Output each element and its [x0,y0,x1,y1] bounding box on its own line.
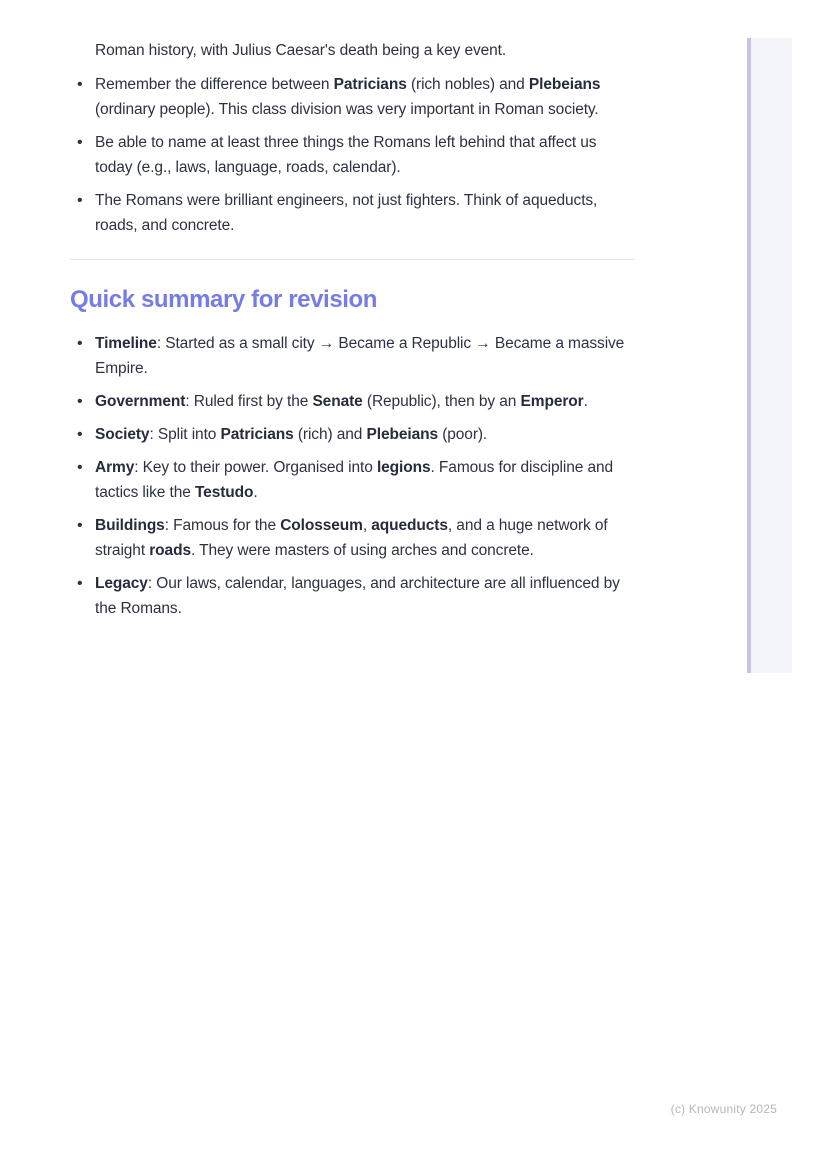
list-item: • Legacy: Our laws, calendar, languages, and architecture are all influenced by the Romans. [70,571,635,621]
paragraph-continuation: Roman history, with Julius Caesar's death being a key event. [95,42,507,59]
next-page-edge [747,38,792,673]
list-item: • Army: Key to their power. Organised into legions. Famous for discipline and tactics like the Testudo. [70,455,635,505]
list-item: • Be able to name at least three things the Romans left behind that affect us today (e.g., laws, language, roads, calendar). [70,130,635,180]
list-item: • Remember the difference between Patricians (rich nobles) and Plebeians (ordinary people). This class division was very important in Roman society. [70,72,635,122]
section-heading: Quick summary for revision [70,286,378,313]
list-item: • The Romans were brilliant engineers, not just fighters. Think of aqueducts, roads, and concrete. [70,188,635,238]
list-item: • Government: Ruled first by the Senate (Republic), then by an Emperor. [70,389,635,414]
section-divider [70,259,635,260]
intro-bullet-list [70,72,635,238]
copyright-text: (c) Knowunity 2025 [670,1102,777,1116]
list-item: • Society: Split into Patricians (rich) and Plebeians (poor). [70,422,635,447]
list-item: • Buildings: Famous for the Colosseum, aqueducts, and a huge network of straight roads. They were masters of using arches and concrete. [70,513,635,563]
page-content [70,38,635,629]
list-item: • Timeline: Started as a small city → Became a Republic → Became a massive Empire. [70,331,635,381]
summary-bullet-list [70,331,635,621]
